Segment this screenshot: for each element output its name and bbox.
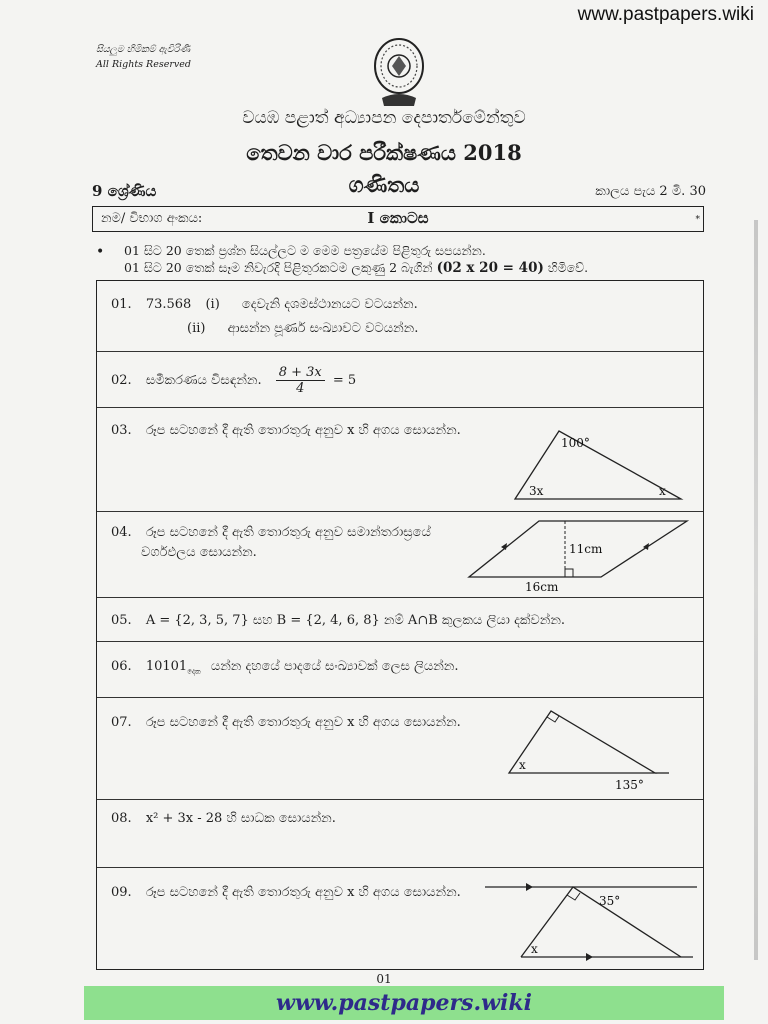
scan-edge: [754, 220, 758, 960]
q2-denominator: 4: [296, 381, 305, 396]
part-label: I කොටස: [367, 209, 429, 227]
instruction-marks: (02 x 20 = 40): [436, 260, 544, 276]
question-9: [111, 885, 461, 900]
rights-sinhala: සියලුම හිමිකම් ඇවිරිණි: [96, 44, 191, 55]
site-url-top[interactable]: www.pastpapers.wiki: [577, 4, 754, 25]
name-index-box: [92, 206, 704, 232]
question-number: 02.: [111, 373, 132, 388]
q1-value: 73.568: [145, 297, 192, 312]
q7-triangle-figure: [505, 701, 675, 791]
q2-text: සමීකරණය විසඳන්න.: [145, 373, 262, 388]
q5-text: A = {2, 3, 5, 7} සහ B = {2, 4, 6, 8} නම් A∩B කුලකය ලියා දක්වන්න.: [145, 613, 566, 628]
separator: [97, 597, 703, 598]
government-crest-icon: [372, 36, 426, 108]
exam-title: තෙවන වාර පරීක්ෂණය 2018: [246, 140, 522, 165]
q9-figure: [481, 877, 703, 967]
q2-fraction: [276, 365, 325, 396]
question-number: 06.: [111, 659, 132, 674]
question-number: 01.: [111, 297, 132, 312]
question-2: [111, 365, 356, 396]
q3-text: රූප සටහනේ දී ඇති තොරතුරු අනුව x හි අගය සොයන්න.: [145, 423, 461, 438]
instruction-line-2-pre: 01 සිට 20 තෙක් සෑම නිවැරදි පිළිතුරකටම ලකුණු 2 බැගින්: [124, 260, 433, 275]
footer-banner: [84, 986, 724, 1020]
question-number: 08.: [111, 811, 132, 826]
q7-angle-exterior: 135°: [615, 778, 644, 791]
question-7: [111, 715, 461, 730]
subject-title: ගණිතය: [348, 172, 420, 197]
q2-rhs: = 5: [332, 373, 357, 388]
q1-part-ii-text: ආසන්න පූර්ණ සංඛ්‍යාවට වටයන්න.: [227, 321, 419, 336]
q6-text: යන්න දහයේ පාදයේ සංඛ්‍යාවක් ලෙස ලියන්න.: [210, 659, 459, 674]
q4-base-label: 16cm: [525, 580, 559, 593]
q1-part-ii-label: (ii): [187, 321, 206, 336]
namebox-mark: *: [695, 215, 700, 225]
instruction-line-1: 01 සිට 20 තෙක් ප්‍රශ්න සියල්ලට ම මෙම පත්‍රයේම පිළිතුරු සපයන්න.: [124, 243, 486, 258]
name-index-label: නම/ විභාග අංකය:: [101, 211, 203, 226]
separator: [97, 867, 703, 868]
q9-angle-left: x: [531, 942, 538, 956]
question-4: [111, 525, 431, 540]
q7-angle-left: x: [519, 758, 526, 772]
rights-english: All Rights Reserved: [96, 59, 191, 70]
question-number: 09.: [111, 885, 132, 900]
separator: [97, 799, 703, 800]
question-1: [111, 297, 418, 312]
q1-part-ii: [187, 321, 418, 336]
question-number: 04.: [111, 525, 132, 540]
q3-triangle-figure: [511, 423, 691, 505]
question-number: 03.: [111, 423, 132, 438]
page-number: 01: [376, 972, 392, 986]
q4-line-2: වර්ගඵලය සොයන්න.: [141, 545, 257, 560]
q9-angle-label: 35°: [599, 894, 621, 908]
q1-part-i-label: (i): [205, 297, 220, 312]
rights-notice: [96, 42, 191, 72]
question-5: [111, 613, 565, 628]
q6-value: 10101: [145, 659, 188, 674]
instruction-bullet: •: [96, 244, 105, 260]
q1-part-i-text: දෙවැනි දශමස්ථානයට වටයන්න.: [241, 297, 418, 312]
questions-box: [96, 280, 704, 970]
q4-parallelogram-figure: [467, 515, 693, 593]
separator: [97, 511, 703, 512]
instruction-line-2: [124, 260, 588, 276]
grade-label: 9 ශ්‍රේණිය: [92, 182, 157, 200]
separator: [97, 351, 703, 352]
department-title: වයඹ පළාත් අධ්‍යාපන දෙපාර්තමේන්තුව: [242, 108, 526, 128]
q8-text: x² + 3x - 28 හි සාධක සොයන්න.: [145, 811, 336, 826]
q7-text: රූප සටහනේ දී ඇති තොරතුරු අනුව x හි අගය සොයන්න.: [145, 715, 461, 730]
q9-text: රූප සටහනේ දී ඇති තොරතුරු අනුව x හි අගය සොයන්න.: [145, 885, 461, 900]
instruction-line-2-post: හිමිවේ.: [547, 260, 589, 275]
q4-height-label: 11cm: [569, 542, 603, 556]
question-number: 05.: [111, 613, 132, 628]
separator: [97, 641, 703, 642]
footer-url[interactable]: www.pastpapers.wiki: [276, 990, 532, 1016]
separator: [97, 407, 703, 408]
q3-angle-left: 3x: [529, 484, 544, 498]
duration-label: කාලය පැය 2 මි. 30: [595, 184, 706, 199]
question-number: 07.: [111, 715, 132, 730]
question-6: [111, 659, 458, 677]
q3-angle-right: x: [659, 484, 666, 498]
q4-text-1: රූප සටහනේ දී ඇති තොරතුරු අනුව සමාන්තරාස්‍රයේ: [145, 525, 431, 540]
question-8: [111, 811, 336, 826]
question-3: [111, 423, 461, 438]
q2-numerator: 8 + 3x: [276, 365, 325, 381]
separator: [97, 697, 703, 698]
q6-base: දෙක: [187, 667, 201, 676]
q3-angle-top: 100°: [561, 436, 590, 450]
